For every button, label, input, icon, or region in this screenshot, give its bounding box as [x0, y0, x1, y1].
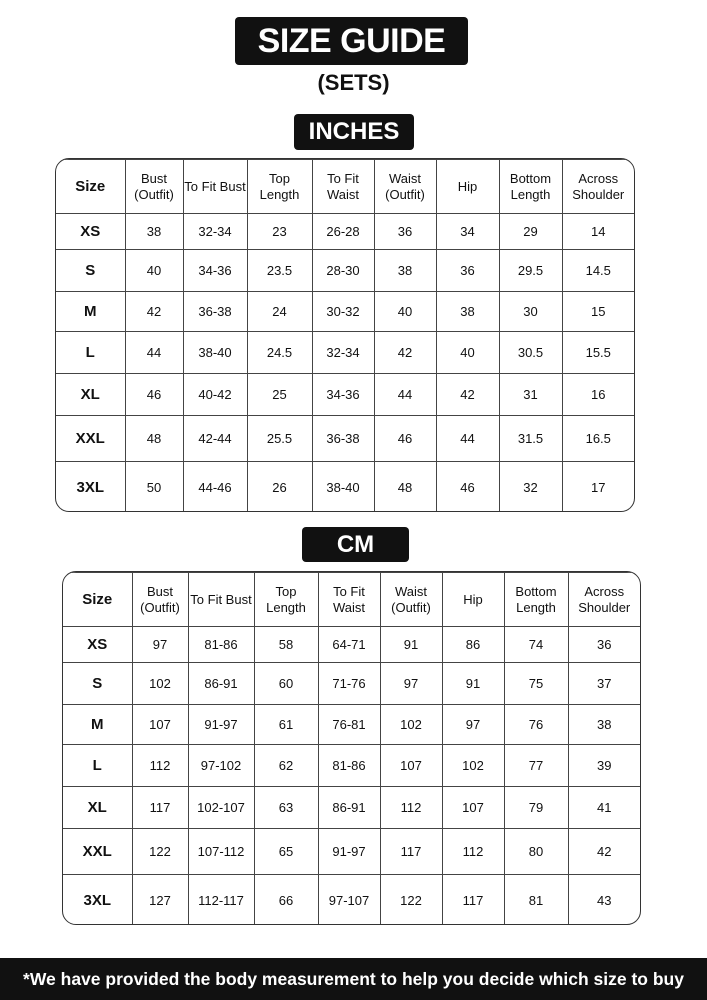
- measurement-cell: 107: [380, 745, 442, 787]
- size-label: 3XL: [56, 462, 125, 513]
- size-label: XXL: [63, 829, 132, 875]
- table-row: [63, 787, 640, 829]
- measurement-cell: 97-102: [188, 745, 254, 787]
- measurement-cell: 112: [442, 829, 504, 875]
- measurement-cell: 42: [125, 292, 183, 332]
- measurement-cell: 112-117: [188, 875, 254, 926]
- measurement-cell: 30.5: [499, 332, 562, 374]
- measurement-cell: 34-36: [312, 374, 374, 416]
- size-label: M: [63, 705, 132, 745]
- column-header: Bust (Outfit): [125, 160, 183, 214]
- measurement-cell: 38: [125, 214, 183, 250]
- measurement-cell: 44-46: [183, 462, 247, 513]
- inches-heading: INCHES: [294, 114, 414, 150]
- measurement-cell: 76-81: [318, 705, 380, 745]
- measurement-cell: 74: [504, 627, 568, 663]
- table-row: [56, 462, 634, 513]
- table-row: [63, 875, 640, 926]
- measurement-cell: 50: [125, 462, 183, 513]
- column-header: Top Length: [254, 573, 318, 627]
- measurement-cell: 43: [568, 875, 640, 926]
- measurement-cell: 28-30: [312, 250, 374, 292]
- table-row: [56, 416, 634, 462]
- measurement-cell: 102: [132, 663, 188, 705]
- measurement-cell: 86-91: [188, 663, 254, 705]
- page-title: SIZE GUIDE: [235, 17, 468, 65]
- measurement-cell: 15.5: [562, 332, 634, 374]
- measurement-cell: 32-34: [183, 214, 247, 250]
- measurement-cell: 40: [374, 292, 436, 332]
- size-label: XS: [56, 214, 125, 250]
- measurement-cell: 91-97: [318, 829, 380, 875]
- measurement-cell: 60: [254, 663, 318, 705]
- table-row: [56, 292, 634, 332]
- measurement-cell: 25.5: [247, 416, 312, 462]
- measurement-cell: 15: [562, 292, 634, 332]
- measurement-cell: 32-34: [312, 332, 374, 374]
- measurement-cell: 23.5: [247, 250, 312, 292]
- measurement-cell: 42: [436, 374, 499, 416]
- measurement-cell: 16: [562, 374, 634, 416]
- measurement-cell: 24.5: [247, 332, 312, 374]
- measurement-cell: 36: [568, 627, 640, 663]
- measurement-cell: 79: [504, 787, 568, 829]
- measurement-cell: 38-40: [312, 462, 374, 513]
- column-header: To Fit Bust: [183, 160, 247, 214]
- measurement-cell: 71-76: [318, 663, 380, 705]
- measurement-cell: 64-71: [318, 627, 380, 663]
- measurement-cell: 36-38: [312, 416, 374, 462]
- measurement-cell: 97: [380, 663, 442, 705]
- measurement-cell: 66: [254, 875, 318, 926]
- measurement-cell: 77: [504, 745, 568, 787]
- table-header-row: [56, 160, 634, 214]
- column-header: Hip: [442, 573, 504, 627]
- measurement-cell: 40: [125, 250, 183, 292]
- measurement-cell: 86: [442, 627, 504, 663]
- measurement-cell: 81-86: [318, 745, 380, 787]
- measurement-cell: 24: [247, 292, 312, 332]
- column-header: To Fit Waist: [312, 160, 374, 214]
- measurement-cell: 97: [132, 627, 188, 663]
- measurement-cell: 91: [380, 627, 442, 663]
- measurement-cell: 107-112: [188, 829, 254, 875]
- measurement-cell: 65: [254, 829, 318, 875]
- column-header: Across Shoulder: [568, 573, 640, 627]
- measurement-cell: 117: [380, 829, 442, 875]
- size-label: L: [63, 745, 132, 787]
- measurement-cell: 38: [568, 705, 640, 745]
- column-header: Size: [56, 160, 125, 214]
- measurement-cell: 34: [436, 214, 499, 250]
- column-header: Bust (Outfit): [132, 573, 188, 627]
- measurement-cell: 58: [254, 627, 318, 663]
- size-label: 3XL: [63, 875, 132, 926]
- measurement-cell: 25: [247, 374, 312, 416]
- measurement-cell: 91: [442, 663, 504, 705]
- measurement-cell: 17: [562, 462, 634, 513]
- measurement-cell: 40: [436, 332, 499, 374]
- measurement-cell: 26-28: [312, 214, 374, 250]
- size-label: XL: [63, 787, 132, 829]
- cm-size-table: [62, 571, 641, 925]
- column-header: To Fit Waist: [318, 573, 380, 627]
- size-label: XXL: [56, 416, 125, 462]
- measurement-cell: 39: [568, 745, 640, 787]
- measurement-cell: 48: [374, 462, 436, 513]
- measurement-cell: 117: [132, 787, 188, 829]
- measurement-cell: 14: [562, 214, 634, 250]
- measurement-cell: 97-107: [318, 875, 380, 926]
- measurement-cell: 44: [374, 374, 436, 416]
- measurement-cell: 38: [374, 250, 436, 292]
- measurement-cell: 81: [504, 875, 568, 926]
- measurement-cell: 34-36: [183, 250, 247, 292]
- page-subtitle: (SETS): [317, 70, 390, 95]
- column-header: Bottom Length: [499, 160, 562, 214]
- table-row: [56, 374, 634, 416]
- column-header: Bottom Length: [504, 573, 568, 627]
- measurement-cell: 42: [568, 829, 640, 875]
- measurement-cell: 14.5: [562, 250, 634, 292]
- measurement-cell: 63: [254, 787, 318, 829]
- column-header: Waist (Outfit): [380, 573, 442, 627]
- measurement-cell: 36: [374, 214, 436, 250]
- size-label: S: [63, 663, 132, 705]
- measurement-cell: 41: [568, 787, 640, 829]
- table-row: [56, 332, 634, 374]
- measurement-cell: 31: [499, 374, 562, 416]
- size-label: XS: [63, 627, 132, 663]
- footer-note: *We have provided the body measurement to help you decide which size to buy: [0, 958, 707, 1000]
- measurement-cell: 117: [442, 875, 504, 926]
- measurement-cell: 102-107: [188, 787, 254, 829]
- measurement-cell: 36: [436, 250, 499, 292]
- size-label: M: [56, 292, 125, 332]
- measurement-cell: 97: [442, 705, 504, 745]
- measurement-cell: 81-86: [188, 627, 254, 663]
- column-header: Across Shoulder: [562, 160, 634, 214]
- measurement-cell: 30-32: [312, 292, 374, 332]
- size-label: XL: [56, 374, 125, 416]
- measurement-cell: 107: [442, 787, 504, 829]
- measurement-cell: 80: [504, 829, 568, 875]
- measurement-cell: 38: [436, 292, 499, 332]
- measurement-cell: 102: [442, 745, 504, 787]
- measurement-cell: 36-38: [183, 292, 247, 332]
- table-row: [63, 829, 640, 875]
- column-header: Top Length: [247, 160, 312, 214]
- measurement-cell: 26: [247, 462, 312, 513]
- measurement-cell: 30: [499, 292, 562, 332]
- column-header: Size: [63, 573, 132, 627]
- table-row: [56, 250, 634, 292]
- column-header: To Fit Bust: [188, 573, 254, 627]
- measurement-cell: 102: [380, 705, 442, 745]
- inches-size-table: [55, 158, 635, 512]
- measurement-cell: 32: [499, 462, 562, 513]
- measurement-cell: 112: [380, 787, 442, 829]
- measurement-cell: 29.5: [499, 250, 562, 292]
- measurement-cell: 86-91: [318, 787, 380, 829]
- measurement-cell: 122: [132, 829, 188, 875]
- measurement-cell: 75: [504, 663, 568, 705]
- table-row: [63, 627, 640, 663]
- measurement-cell: 48: [125, 416, 183, 462]
- table-header-row: [63, 573, 640, 627]
- measurement-cell: 91-97: [188, 705, 254, 745]
- measurement-cell: 37: [568, 663, 640, 705]
- measurement-cell: 23: [247, 214, 312, 250]
- size-label: L: [56, 332, 125, 374]
- measurement-cell: 62: [254, 745, 318, 787]
- column-header: Waist (Outfit): [374, 160, 436, 214]
- measurement-cell: 107: [132, 705, 188, 745]
- measurement-cell: 61: [254, 705, 318, 745]
- measurement-cell: 122: [380, 875, 442, 926]
- measurement-cell: 16.5: [562, 416, 634, 462]
- measurement-cell: 76: [504, 705, 568, 745]
- cm-heading: CM: [302, 527, 409, 562]
- measurement-cell: 46: [125, 374, 183, 416]
- measurement-cell: 31.5: [499, 416, 562, 462]
- measurement-cell: 44: [436, 416, 499, 462]
- measurement-cell: 46: [374, 416, 436, 462]
- table-row: [63, 663, 640, 705]
- measurement-cell: 112: [132, 745, 188, 787]
- measurement-cell: 127: [132, 875, 188, 926]
- table-row: [63, 745, 640, 787]
- table-row: [56, 214, 634, 250]
- size-label: S: [56, 250, 125, 292]
- measurement-cell: 29: [499, 214, 562, 250]
- measurement-cell: 44: [125, 332, 183, 374]
- measurement-cell: 38-40: [183, 332, 247, 374]
- measurement-cell: 42: [374, 332, 436, 374]
- measurement-cell: 46: [436, 462, 499, 513]
- table-row: [63, 705, 640, 745]
- measurement-cell: 42-44: [183, 416, 247, 462]
- measurement-cell: 40-42: [183, 374, 247, 416]
- column-header: Hip: [436, 160, 499, 214]
